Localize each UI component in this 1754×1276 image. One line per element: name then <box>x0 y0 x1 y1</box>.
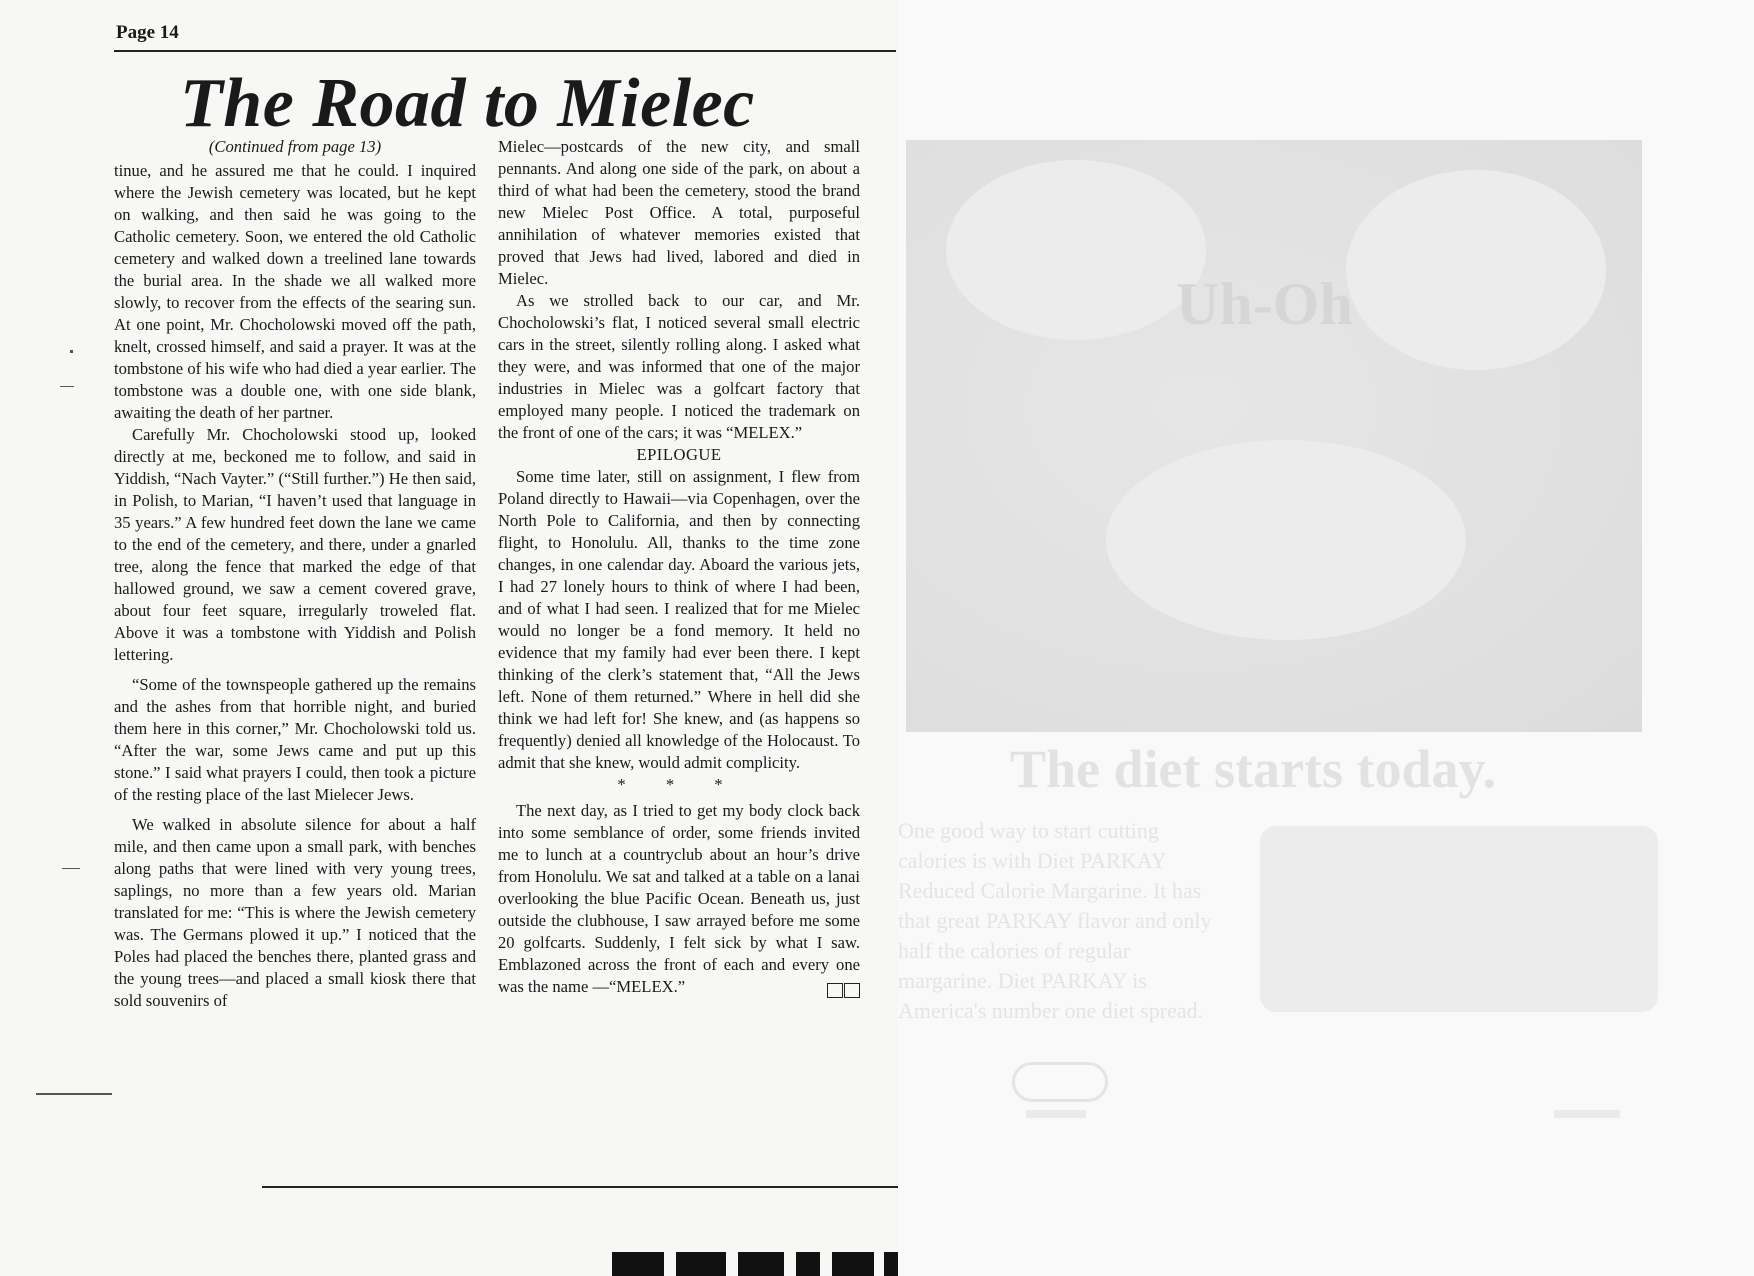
margin-pen-stroke <box>36 1093 112 1095</box>
end-of-article-icon <box>827 983 860 998</box>
ad-photo <box>906 140 1642 732</box>
article-column-left <box>114 136 476 1012</box>
article-headline: The Road to Mielec <box>180 65 755 142</box>
header-rule <box>114 50 896 52</box>
paragraph: Carefully Mr. Chocholowski stood up, looked directly at me, beckoned me to follow, and said in Yiddish, “Nach Vayter.” (“Still further.”) He then said, in Polish, to Marian, “I haven’t used that language in 35 years.” A few hundred feet down the lane we came to the end of the cemetery, and there, under a gnarled tree, along the fence that marked the edge of that hallowed ground, we saw a cement covered grave, about four feet square, irregularly troweled flat. Above it was a tombstone with Yiddish and Polish lettering. <box>114 425 476 664</box>
paragraph: tinue, and he assured me that he could. I inquired where the Jewish cemetery was located, but he kept on walking, and then said he was going to the Catholic cemetery. Soon, we entered the old Catholic cemetery and walked down a treelined lane towards the burial area. In the shade we all walked more slowly, to recover from the effects of the searing sun. At one point, Mr. Chocholowski moved off the path, knelt, crossed himself, and said a prayer. It was at the tombstone of his wife who had died a year earlier. The tombstone was a double one, with one side blank, awaiting the death of her partner. <box>114 161 476 422</box>
ad-product-image <box>1260 826 1658 1012</box>
paragraph: Some time later, still on assignment, I flew from Poland directly to Hawaii—via Copenhagen, over the North Pole to California, and then by connecting flight, to Honolulu. All, thanks to the time zone changes, in one calendar day. Aboard the various jets, I had 27 lonely hours to think of where I had been, and of what I had seen. I realized that for me Mielec would no longer be a fond memory. It held no evidence that my family had ever been there. I kept thinking of the clerk’s statement that, “All the Jews left. None of them returned.” Where in hell did she think we had left for! She knew, and (as happens so frequently) denied all knowledge of the Holocaust. To admit that she knew, would admit complicity. <box>498 467 860 772</box>
ad-logo: Uh-Oh <box>1176 271 1353 337</box>
ad-brand-badge <box>1012 1062 1108 1102</box>
facing-page-footer <box>898 1254 1198 1270</box>
paragraph: We walked in absolute silence for about a half mile, and then came upon a small park, with benches along paths that were lined with very young trees, saplings, no more than a few years old. Marian translated for me: “This is where the Jewish cemetery was. The Germans plowed it up.” I noticed that the Poles had placed the benches there, planted grass and the young trees—and placed a small kiosk there that sold souvenirs of <box>114 815 476 1010</box>
facing-page-faded <box>898 0 1754 1276</box>
ad-body-copy: One good way to start cutting calories is with Diet PARKAY Reduced Calorie Margarine. It has that great PARKAY flavor and only half the calories of regular margarine. Diet PARKAY is America's number one diet spread. <box>898 818 1212 1023</box>
paragraph: Mielec—postcards of the new city, and small pennants. And along one side of the park, on about a third of what had been the cemetery, stood the brand new Mielec Post Office. A total, purposeful annihilation of whatever memories existed that proved that Jews had lived, labored and died in Mielec. <box>498 137 860 288</box>
ad-headline: The diet starts today. <box>1010 739 1496 799</box>
epilogue-heading: EPILOGUE <box>636 445 722 464</box>
section-separator: * * * <box>617 775 741 794</box>
margin-speck <box>70 350 73 353</box>
article-column-right <box>498 136 860 998</box>
continued-note: (Continued from page 13) <box>208 137 382 156</box>
margin-speck <box>62 868 80 869</box>
paragraph: “Some of the townspeople gathered up the remains and the ashes from that horrible night, and buried them here in this corner,” Mr. Chocholowski told us. “After the war, some Jews came and put up this stone.” I said what prayers I could, then took a picture of the resting place of the last Mielecer Jews. <box>114 675 476 804</box>
final-paragraph-text: The next day, as I tried to get my body clock back into some semblance of order, some friends invited me to lunch at a countryclub about an hour’s drive from Honolulu. We sat and talked at a table on a lanai overlooking the blue Pacific Ocean. Beneath us, just outside the clubhouse, I saw arrayed before me some 20 golfcarts. Suddenly, I felt sick by what I saw. Emblazoned across the front of each and every one was the name —“MELEX.” <box>498 801 860 996</box>
margin-speck <box>60 386 74 387</box>
paragraph <box>498 800 860 998</box>
paragraph: As we strolled back to our car, and Mr. Chocholowski’s flat, I noticed several small electric cars in the street, silently rolling along. I asked what they were, and was informed that one of the major industries in Mielec was a golfcart factory that employed many people. I noticed the trademark on the front of one of the cars; it was “MELEX.” <box>498 291 860 442</box>
page-number: Page 14 <box>116 22 179 43</box>
next-article-heading-fragment <box>612 1244 898 1276</box>
ad-footnote <box>1026 1110 1086 1118</box>
facing-page-header <box>1048 28 1728 42</box>
footer-rule <box>262 1186 898 1188</box>
ad-footnote <box>1554 1110 1620 1118</box>
